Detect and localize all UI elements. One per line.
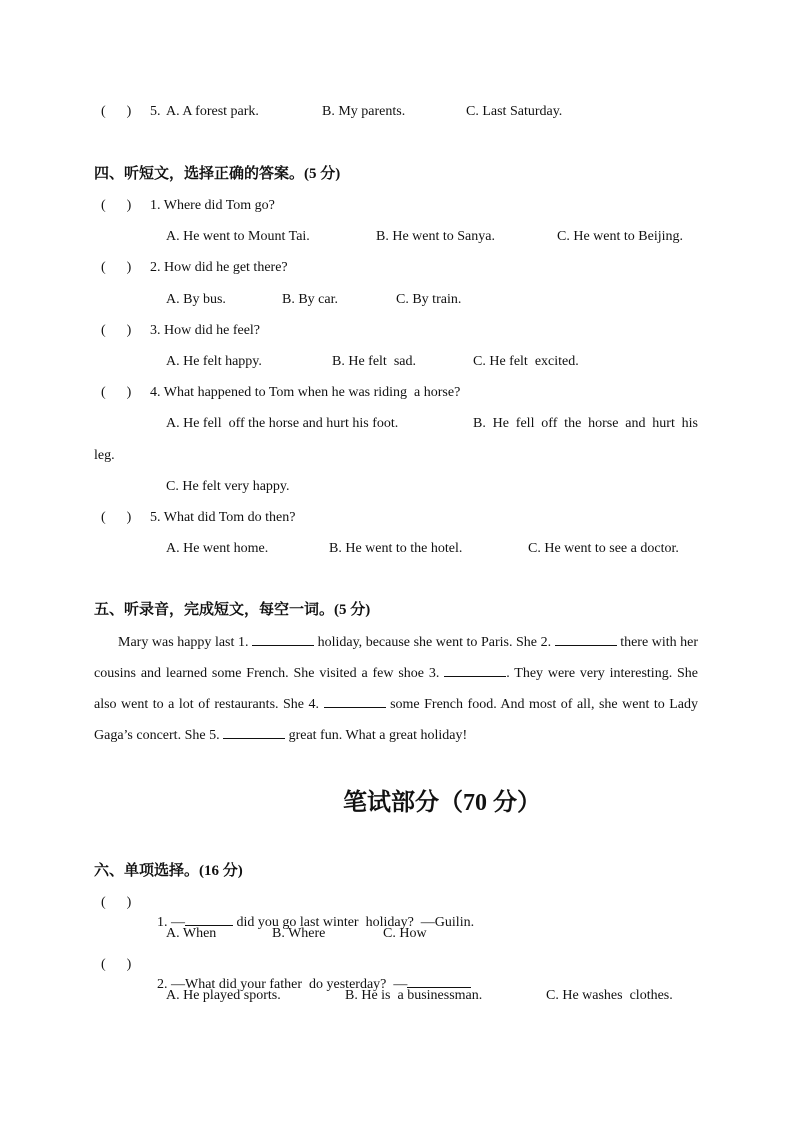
answer-paren: ( ) [101, 510, 132, 525]
option-c: C. He went to see a doctor. [528, 541, 679, 556]
answer-paren: ( ) [101, 323, 132, 338]
question-suffix: did you go last winter holiday? —Guilin. [236, 915, 475, 930]
section-4-title: 四、听短文，选择正确的答案。(5 分) [94, 166, 341, 182]
passage-text: there with her cousins and learned some French. She visited a few shoe 3. [94, 635, 699, 681]
option-a: A. He felt happy. [166, 354, 262, 369]
question-text: 2. How did he get there? [150, 260, 288, 275]
question-text: 4. What happened to Tom when he was riding a horse? [150, 385, 461, 400]
option-c: C. He felt very happy. [166, 479, 290, 494]
option-b: B. My parents. [322, 104, 406, 119]
option-b: B. He fell off the horse and hurt his [473, 416, 698, 431]
answer-paren: ( ) [101, 260, 132, 275]
passage-text: great fun. What a great holiday! [288, 728, 468, 743]
option-c: C. He felt excited. [473, 354, 579, 369]
question-text: 1. Where did Tom go? [150, 198, 275, 213]
blank-2[interactable] [555, 632, 617, 646]
option-a: A. He went home. [166, 541, 269, 556]
option-b-continued: leg. [94, 448, 115, 463]
option-a: A. He went to Mount Tai. [166, 229, 310, 244]
section-6-title: 六、单项选择。(16 分) [94, 863, 243, 879]
section-5-title: 五、听录音，完成短文，每空一词。(5 分) [94, 602, 371, 618]
question-prefix: 1. — [157, 915, 185, 930]
option-c: C. Last Saturday. [466, 104, 563, 119]
option-a: A. He fell off the horse and hurt his foot. [166, 416, 399, 431]
answer-paren: ( ) [101, 385, 132, 400]
answer-paren: ( ) [101, 198, 132, 213]
written-part-title: 笔试部分（70 分） [343, 790, 541, 816]
blank-q2[interactable] [407, 974, 471, 988]
option-b: B. He went to Sanya. [376, 229, 495, 244]
option-a: A. When [166, 926, 217, 941]
blank-1[interactable] [252, 632, 314, 646]
option-b: B. Where [272, 926, 326, 941]
blank-4[interactable] [324, 694, 386, 708]
question-prefix: 2. —What did your father do yesterday? — [157, 977, 408, 992]
option-b: B. He felt sad. [332, 354, 416, 369]
question-text: 3. How did he feel? [150, 323, 261, 338]
cloze-passage [94, 627, 698, 751]
option-b: B. He is a businessman. [345, 988, 483, 1003]
blank-q1[interactable] [185, 912, 233, 926]
answer-paren: ( ) [101, 104, 132, 119]
option-a: A. A forest park. [166, 104, 259, 119]
option-a: A. He played sports. [166, 988, 281, 1003]
option-a: A. By bus. [166, 292, 226, 307]
passage-text: holiday, because she went to Paris. She 2. [317, 635, 552, 650]
option-b: B. He went to the hotel. [329, 541, 463, 556]
option-b: B. By car. [282, 292, 338, 307]
passage-text: Mary was happy last 1. [118, 635, 249, 650]
passage-text: . They were very interesting. She also went to a lot of restaurants. She 4. [94, 666, 699, 712]
option-c: C. He washes clothes. [546, 988, 673, 1003]
option-c: C. He went to Beijing. [557, 229, 683, 244]
answer-paren: ( ) [101, 895, 132, 910]
passage-text: some French food. And most of all, she went to Lady Gaga’s concert. She 5. [94, 697, 699, 743]
option-c: C. By train. [396, 292, 462, 307]
answer-paren: ( ) [101, 957, 132, 972]
question-number: 5. [150, 104, 161, 119]
blank-5[interactable] [223, 725, 285, 739]
blank-3[interactable] [444, 663, 506, 677]
question-text: 5. What did Tom do then? [150, 510, 296, 525]
option-c: C. How [383, 926, 427, 941]
